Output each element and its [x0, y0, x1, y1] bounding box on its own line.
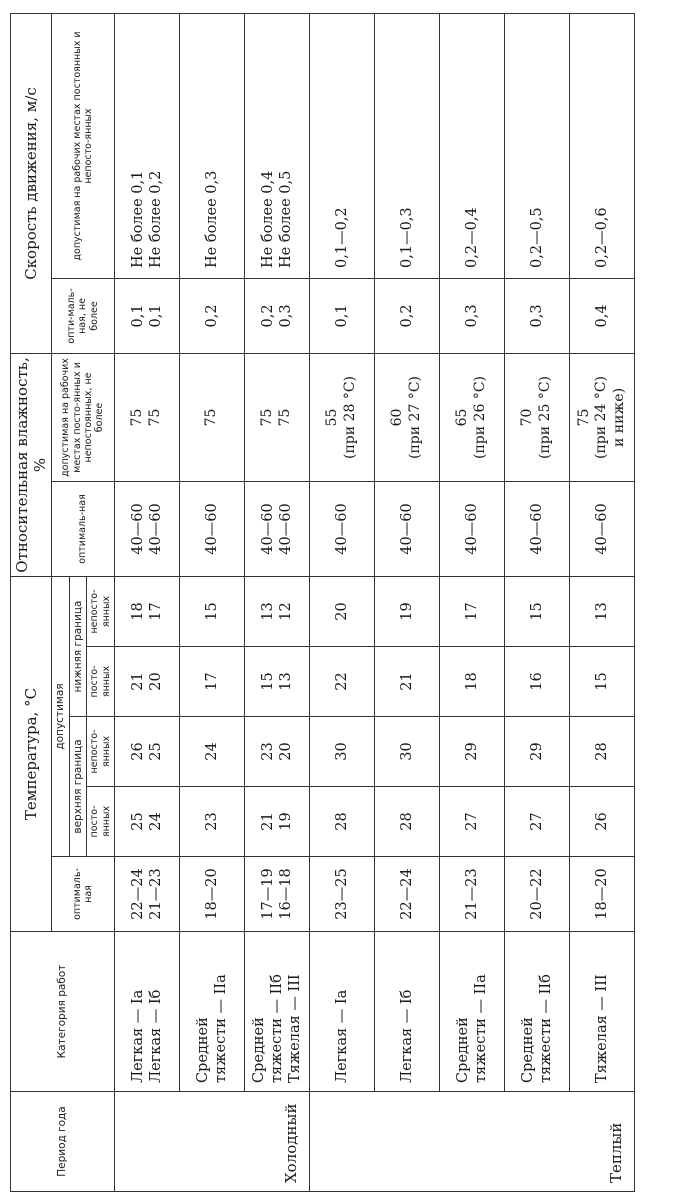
cell-humidity-optimal-line: 40—60	[398, 503, 415, 555]
cell-humidity-permissible-line: 75	[276, 408, 293, 427]
header-vel-optimal: опти-маль-ная, не более	[52, 278, 115, 353]
header-humidity: Относительная влажность, %	[11, 353, 52, 576]
cell-humidity-optimal	[244, 481, 309, 576]
cell-upper-permanent	[309, 787, 374, 857]
cell-velocity-optimal-line: 0,1	[147, 304, 164, 328]
cell-velocity-optimal-line: 0,1	[333, 304, 350, 328]
cell-lower-permanent	[114, 647, 179, 717]
cell-period	[309, 1092, 634, 1192]
cell-category	[309, 932, 374, 1092]
cell-humidity-optimal	[179, 481, 244, 576]
microclimate-norms-table	[10, 13, 635, 1192]
cell-lower-non-permanent-line: 13	[593, 602, 610, 621]
cell-temp-optimal-line: 18—20	[593, 868, 610, 920]
cell-velocity-permissible-line: 0,1—0,2	[333, 207, 350, 268]
cell-lower-permanent-line: 22	[333, 672, 350, 691]
cell-temp-optimal-line: 17—19	[259, 868, 276, 920]
cell-upper-non-permanent	[179, 717, 244, 787]
header-period: Период года	[11, 1092, 115, 1192]
cell-humidity-permissible-line: 75	[203, 408, 220, 427]
cell-velocity-permissible-line: 0,1—0,3	[398, 207, 415, 268]
cell-upper-non-permanent-line: 20	[277, 742, 294, 761]
table-row	[504, 13, 569, 1191]
cell-humidity-permissible-line: (при 27 °C)	[406, 376, 423, 459]
cell-velocity-permissible-line: 0,2—0,4	[463, 207, 480, 268]
cell-lower-permanent-line: 20	[147, 672, 164, 691]
cell-lower-non-permanent-line: 17	[463, 602, 480, 621]
cell-category	[504, 932, 569, 1092]
cell-upper-non-permanent	[244, 717, 309, 787]
cell-category-line: тяжести — IIа	[472, 974, 489, 1083]
cell-velocity-permissible	[244, 13, 309, 278]
cell-lower-non-permanent-line: 17	[147, 602, 164, 621]
cell-humidity-permissible-line: и ниже)	[610, 387, 627, 448]
header-upper-permanent: посто-янных	[87, 787, 115, 857]
cell-humidity-permissible-line: (при 28 °C)	[341, 376, 358, 459]
table-row	[374, 13, 439, 1191]
cell-velocity-permissible	[569, 13, 634, 278]
cell-velocity-optimal-line: 0,3	[277, 304, 294, 328]
cell-temp-optimal	[569, 857, 634, 932]
cell-humidity-optimal-line: 40—60	[203, 503, 220, 555]
cell-category-line: Тяжелая — III	[287, 974, 304, 1083]
cell-temp-optimal	[179, 857, 244, 932]
table-row	[569, 13, 634, 1191]
cell-velocity-optimal	[374, 278, 439, 353]
cell-category-line: Легкая — Iа	[333, 989, 350, 1083]
cell-humidity-optimal	[374, 481, 439, 576]
cell-category-line: Средней	[454, 1017, 471, 1083]
cell-lower-permanent-line: 17	[203, 672, 220, 691]
cell-temp-optimal	[439, 857, 504, 932]
cell-velocity-permissible-line: Не более 0,2	[147, 170, 164, 268]
cell-upper-non-permanent-line: 30	[333, 742, 350, 761]
cell-velocity-permissible	[179, 13, 244, 278]
cell-lower-permanent-line: 15	[259, 672, 276, 691]
period-label: Теплый	[607, 1122, 626, 1183]
cell-velocity-optimal-line: 0,2	[398, 304, 415, 328]
cell-lower-permanent-line: 18	[463, 672, 480, 691]
header-lower-limit: нижняя граница	[69, 576, 87, 716]
cell-category	[374, 932, 439, 1092]
cell-humidity-optimal-line: 40—60	[333, 503, 350, 555]
table-row	[309, 13, 374, 1191]
cell-lower-non-permanent-line: 13	[259, 602, 276, 621]
cell-temp-optimal-line: 23—25	[333, 868, 350, 920]
header-lower-non-permanent: непосто-янных	[87, 576, 115, 646]
cell-velocity-permissible	[309, 13, 374, 278]
cell-velocity-permissible	[374, 13, 439, 278]
cell-velocity-permissible	[114, 13, 179, 278]
cell-lower-non-permanent	[374, 576, 439, 646]
cell-lower-non-permanent	[309, 576, 374, 646]
cell-upper-non-permanent	[309, 717, 374, 787]
cell-upper-permanent	[179, 787, 244, 857]
cell-humidity-permissible-line: 70	[519, 408, 536, 427]
header-lower-permanent: посто-янных	[87, 647, 115, 717]
cell-category	[179, 932, 244, 1092]
cell-temp-optimal-line: 21—23	[147, 868, 164, 920]
cell-temp-optimal	[504, 857, 569, 932]
cell-humidity-permissible-line: 75	[146, 408, 163, 427]
cell-velocity-optimal	[504, 278, 569, 353]
cell-humidity-permissible-line: 75	[129, 408, 146, 427]
cell-category-line: Легкая — Iб	[398, 989, 415, 1083]
header-temp-permissible: допустимая	[52, 576, 70, 856]
cell-humidity-optimal	[309, 481, 374, 576]
cell-upper-non-permanent	[439, 717, 504, 787]
cell-velocity-optimal	[244, 278, 309, 353]
cell-velocity-optimal-line: 0,3	[528, 304, 545, 328]
header-vel-permissible: допустимая на рабочих местах постоянных и непосто-янных	[52, 13, 115, 278]
cell-velocity-optimal-line: 0,3	[463, 304, 480, 328]
cell-humidity-optimal	[114, 481, 179, 576]
cell-humidity-optimal	[569, 481, 634, 576]
cell-upper-non-permanent-line: 24	[203, 742, 220, 761]
cell-humidity-optimal-line: 40—60	[259, 503, 276, 555]
cell-category-line: Легкая — Iб	[147, 989, 164, 1083]
header-velocity: Скорость движения, м/с	[11, 13, 52, 353]
cell-lower-non-permanent	[179, 576, 244, 646]
cell-upper-non-permanent	[374, 717, 439, 787]
cell-upper-permanent-line: 28	[333, 812, 350, 831]
cell-upper-non-permanent	[569, 717, 634, 787]
cell-category	[114, 932, 179, 1092]
cell-lower-non-permanent-line: 15	[528, 602, 545, 621]
cell-upper-permanent-line: 27	[528, 812, 545, 831]
cell-temp-optimal	[309, 857, 374, 932]
cell-lower-permanent	[439, 647, 504, 717]
cell-lower-non-permanent	[569, 576, 634, 646]
header-hum-optimal: оптималь-ная	[52, 481, 115, 576]
cell-lower-permanent	[569, 647, 634, 717]
header-temperature: Температура, °C	[11, 576, 52, 931]
cell-lower-non-permanent-line: 12	[277, 602, 294, 621]
cell-upper-non-permanent	[114, 717, 179, 787]
table-body	[114, 13, 634, 1191]
cell-humidity-optimal	[504, 481, 569, 576]
cell-temp-optimal-line: 16—18	[277, 868, 294, 920]
cell-temp-optimal	[244, 857, 309, 932]
cell-upper-non-permanent-line: 29	[528, 742, 545, 761]
cell-humidity-permissible-line: 75	[259, 408, 276, 427]
cell-humidity-optimal-line: 40—60	[129, 503, 146, 555]
cell-humidity-optimal-line: 40—60	[528, 503, 545, 555]
cell-upper-permanent	[504, 787, 569, 857]
cell-category-line: Тяжелая — III	[593, 974, 610, 1083]
cell-lower-permanent	[309, 647, 374, 717]
cell-upper-permanent-line: 23	[203, 812, 220, 831]
cell-velocity-optimal	[179, 278, 244, 353]
table-row	[179, 13, 244, 1191]
cell-velocity-permissible	[504, 13, 569, 278]
cell-category-line: тяжести — IIб	[537, 974, 554, 1083]
cell-category-line: Средней	[194, 1017, 211, 1083]
cell-velocity-optimal-line: 0,4	[593, 304, 610, 328]
cell-lower-non-permanent-line: 19	[398, 602, 415, 621]
cell-upper-permanent-line: 21	[259, 812, 276, 831]
table-header	[11, 13, 115, 1191]
cell-humidity-permissible	[179, 353, 244, 481]
cell-velocity-optimal	[114, 278, 179, 353]
cell-lower-permanent-line: 13	[277, 672, 294, 691]
cell-humidity-permissible-line: 75	[575, 408, 592, 427]
cell-upper-non-permanent-line: 23	[259, 742, 276, 761]
cell-lower-non-permanent	[244, 576, 309, 646]
cell-velocity-optimal-line: 0,2	[259, 304, 276, 328]
cell-category-line: Легкая — Iа	[129, 989, 146, 1083]
cell-temp-optimal-line: 22—24	[129, 868, 146, 920]
cell-lower-permanent-line: 21	[398, 672, 415, 691]
cell-humidity-permissible	[244, 353, 309, 481]
cell-lower-permanent-line: 16	[528, 672, 545, 691]
cell-upper-non-permanent-line: 25	[147, 742, 164, 761]
cell-humidity-permissible-line: 60	[389, 408, 406, 427]
cell-upper-non-permanent	[504, 717, 569, 787]
cell-humidity-permissible	[114, 353, 179, 481]
cell-humidity-permissible	[504, 353, 569, 481]
cell-humidity-optimal-line: 40—60	[463, 503, 480, 555]
cell-upper-permanent-line: 26	[593, 812, 610, 831]
cell-temp-optimal	[374, 857, 439, 932]
cell-velocity-permissible-line: Не более 0,4	[259, 170, 276, 268]
cell-velocity-permissible	[439, 13, 504, 278]
cell-upper-non-permanent-line: 28	[593, 742, 610, 761]
cell-humidity-permissible-line: 55	[324, 408, 341, 427]
cell-lower-permanent	[374, 647, 439, 717]
cell-humidity-permissible	[374, 353, 439, 481]
cell-velocity-permissible-line: Не более 0,1	[129, 170, 146, 268]
cell-lower-permanent-line: 15	[593, 672, 610, 691]
cell-category	[439, 932, 504, 1092]
cell-humidity-optimal-line: 40—60	[277, 503, 294, 555]
cell-upper-non-permanent-line: 29	[463, 742, 480, 761]
cell-velocity-permissible-line: Не более 0,3	[203, 170, 220, 268]
cell-velocity-permissible-line: Не более 0,5	[277, 170, 294, 268]
cell-lower-non-permanent-line: 18	[129, 602, 146, 621]
cell-category-line: Средней	[519, 1017, 536, 1083]
cell-upper-permanent	[114, 787, 179, 857]
cell-temp-optimal	[114, 857, 179, 932]
cell-velocity-permissible-line: 0,2—0,5	[528, 207, 545, 268]
cell-upper-non-permanent-line: 30	[398, 742, 415, 761]
header-upper-non-permanent: непосто-янных	[87, 717, 115, 787]
table-row	[439, 13, 504, 1191]
cell-humidity-permissible	[569, 353, 634, 481]
cell-velocity-optimal-line: 0,1	[129, 304, 146, 328]
cell-category-line: тяжести — IIб	[268, 974, 285, 1083]
cell-velocity-optimal	[569, 278, 634, 353]
cell-lower-non-permanent-line: 15	[203, 602, 220, 621]
cell-humidity-permissible-line: (при 24 °C)	[593, 376, 610, 459]
cell-humidity-permissible-line: (при 25 °C)	[536, 376, 553, 459]
cell-temp-optimal-line: 18—20	[203, 868, 220, 920]
cell-lower-permanent	[504, 647, 569, 717]
period-label: Холодный	[282, 1103, 301, 1183]
cell-temp-optimal-line: 22—24	[398, 868, 415, 920]
cell-upper-permanent	[569, 787, 634, 857]
cell-velocity-optimal	[309, 278, 374, 353]
cell-velocity-permissible-line: 0,2—0,6	[593, 207, 610, 268]
cell-upper-permanent-line: 28	[398, 812, 415, 831]
cell-lower-non-permanent-line: 20	[333, 602, 350, 621]
cell-humidity-permissible	[439, 353, 504, 481]
cell-lower-permanent-line: 21	[129, 672, 146, 691]
cell-category	[244, 932, 309, 1092]
header-category: Категория работ	[11, 932, 115, 1092]
cell-humidity-optimal-line: 40—60	[147, 503, 164, 555]
cell-temp-optimal-line: 20—22	[528, 868, 545, 920]
cell-upper-permanent	[244, 787, 309, 857]
cell-upper-permanent-line: 27	[463, 812, 480, 831]
header-temp-optimal: оптималь-ная	[52, 857, 115, 932]
cell-upper-permanent-line: 25	[129, 812, 146, 831]
cell-upper-permanent	[439, 787, 504, 857]
cell-humidity-optimal-line: 40—60	[593, 503, 610, 555]
header-upper-limit: верхняя граница	[69, 717, 87, 857]
cell-humidity-permissible	[309, 353, 374, 481]
cell-category	[569, 932, 634, 1092]
cell-velocity-optimal	[439, 278, 504, 353]
cell-category-line: тяжести — IIа	[212, 974, 229, 1083]
cell-upper-non-permanent-line: 26	[129, 742, 146, 761]
header-hum-permissible: допустимая на рабочих местах посто-янных и непостоянных, не более	[52, 353, 115, 481]
cell-humidity-optimal	[439, 481, 504, 576]
table-row	[114, 13, 179, 1191]
cell-upper-permanent	[374, 787, 439, 857]
cell-upper-permanent-line: 19	[277, 812, 294, 831]
cell-humidity-permissible-line: 65	[454, 408, 471, 427]
cell-lower-non-permanent	[504, 576, 569, 646]
table-row	[244, 13, 309, 1191]
cell-period	[114, 1092, 309, 1192]
cell-humidity-permissible-line: (при 26 °C)	[471, 376, 488, 459]
cell-lower-non-permanent	[114, 576, 179, 646]
cell-upper-permanent-line: 24	[147, 812, 164, 831]
cell-lower-non-permanent	[439, 576, 504, 646]
cell-temp-optimal-line: 21—23	[463, 868, 480, 920]
cell-velocity-optimal-line: 0,2	[203, 304, 220, 328]
cell-lower-permanent	[244, 647, 309, 717]
cell-category-line: Средней	[250, 1017, 267, 1083]
cell-lower-permanent	[179, 647, 244, 717]
